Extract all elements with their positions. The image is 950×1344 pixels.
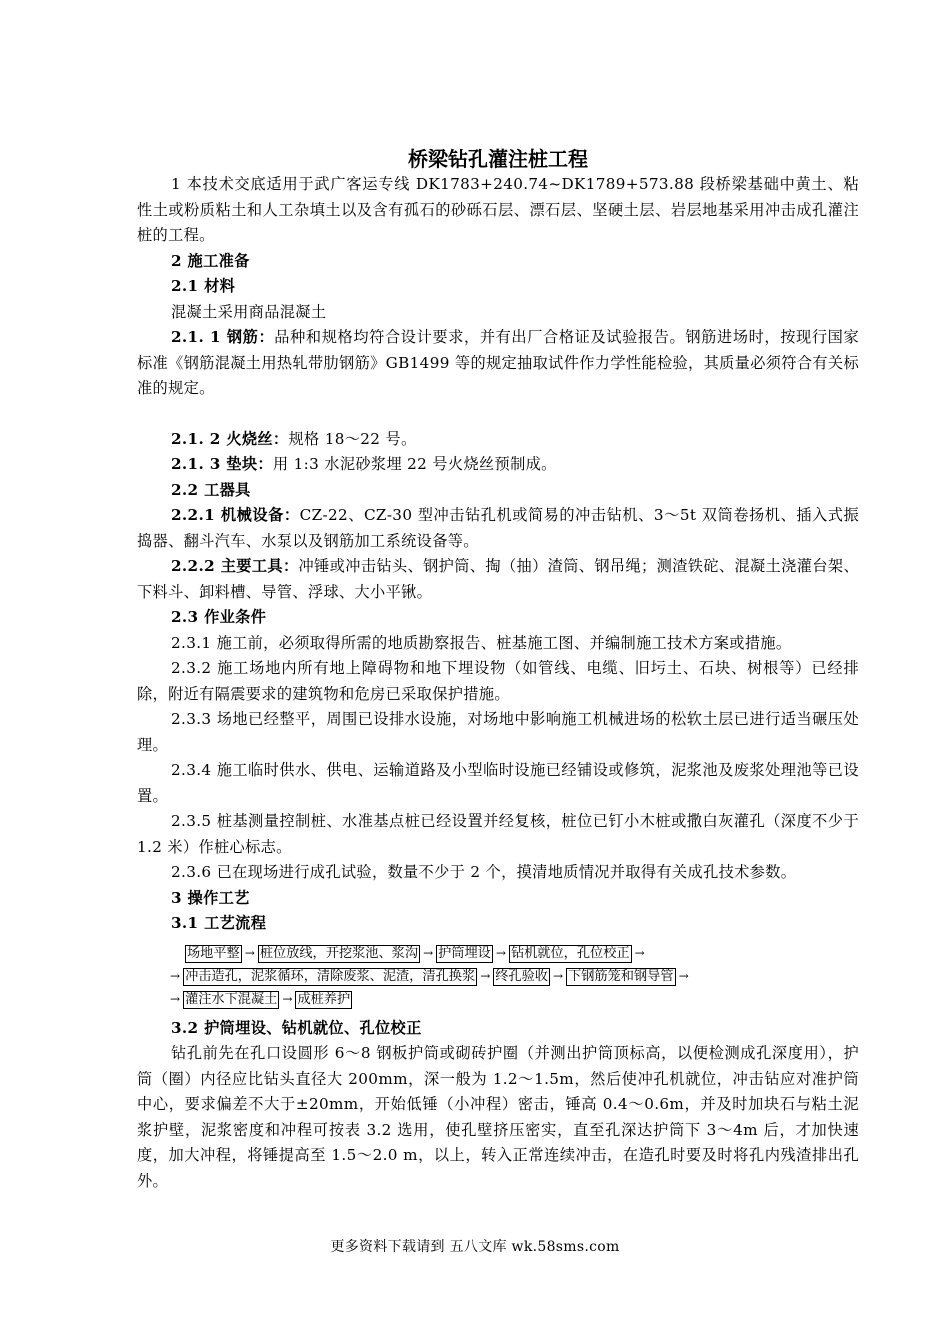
flow-step-pour-concrete: 灌注水下混凝土 [185,991,278,1007]
text-2-2-2: 冲锤或冲击钻头、钢护筒、掏（抽）渣筒、钢吊绳；测渣铁砣、混凝土浇灌台架、下料斗、卸料槽、导管、浮球、大小平锹。 [137,557,859,601]
label-2-2-1: 2.2.1 机械设备： [171,506,300,524]
paragraph-3-2: 钻孔前先在孔口设圆形 6～8 钢板护筒或砌砖护圈（并测出护筒顶标高，以便检测成孔深度用），护筒（圈）内径应比钻头直径大 200mm，深一般为 1.2～1.5m，然后使冲孔机就位，冲击钻应对准护筒中心，要求偏差不大于±20mm，开始低锤（小冲程）密击，锤高 0.4～0.6m，并及时加块石与粘土泥浆护壁，泥浆密度和冲程可按表 3.2 选用，使孔壁挤压密实，直至孔深达护筒下 3～4m 后，才加快速度，加大冲程，将锤提高至 1.5～2.0 m，以上，转入正常连续冲击，在造孔时要及时将孔内残渣排出孔外。 [137,1044,859,1190]
flow-step-site-leveling: 场地平整 [187,945,240,961]
label-2-1-1: 2.1. 1 钢筋： [171,328,275,346]
paragraph-2-1-1 [137,325,859,402]
heading-2-3: 2.3 作业条件 [171,608,267,626]
label-2-1-2: 2.1. 2 火烧丝： [171,429,289,448]
label-2-1-3: 2.1. 3 垫块： [171,455,273,473]
arrow-right-icon: → [634,945,645,960]
document-body [137,146,859,1194]
text-2-1-1: 品种和规格均符合设计要求，并有出厂合格证及试验报告。钢筋进场时，按现行国家标准《钢筋混凝土用热轧带肋钢筋》GB1499 等的规定抽取试件作力学性能检验，其质量必须符合有关标准的规定。 [137,328,859,397]
paragraph-2-1-3 [137,452,859,478]
arrow-right-icon: → [553,968,564,983]
paragraph-2-3-2: 2.3.2 施工场地内所有地上障碍物和地下埋设物（如管线、电缆、旧圬土、石块、树根等）已经排除，附近有隔震要求的建筑物和危房已采取保护措施。 [137,659,859,703]
paragraph-2-2-1 [137,503,859,554]
paragraph-2-3-4: 2.3.4 施工临时供水、供电、运输道路及小型临时设施已经铺设或修筑，泥浆池及废浆处理池等已设置。 [137,761,859,805]
text-2-1-2: 规格 18～22 号。 [288,429,417,448]
flow-step-final-inspection: 终孔验收 [495,968,548,984]
footer-download-note: 更多资料下载请到 五八文库 wk.58sms.com [330,1239,620,1255]
heading-3-1: 3.1 工艺流程 [171,914,267,932]
arrow-right-icon: → [495,945,506,960]
process-flowchart [137,937,859,1016]
paragraph-2-3-5: 2.3.5 桩基测量控制桩、水准基点桩已经设置并经复核，桩位已钉小木桩或撒白灰灌孔（深度不少于 1.2 米）作桩心标志。 [137,812,859,856]
heading-2-1: 2.1 材料 [171,277,236,295]
arrow-right-icon: → [678,968,689,983]
paragraph-2-2-2 [137,554,859,605]
flow-row-2 [137,966,859,989]
flow-step-drilling: 冲击造孔，泥浆循环，清除废浆、泥渣，清孔换浆 [185,968,476,984]
text-2-2-1: CZ-22、CZ-30 型冲击钻孔机或简易的冲击钻机、3～5t 双筒卷扬机、插入式振捣器、翻斗汽车、水泵以及钢筋加工系统设备等。 [137,506,859,550]
flow-step-curing: 成桩养护 [297,991,351,1007]
paragraph-scope: 1 本技术交底适用于武广客运专线 DK1783+240.74~DK1789+573.88 段桥梁基础中黄土、粘性土或粉质粘土和人工杂填土以及含有孤石的砂砾石层、漂石层、坚硬土层、岩层地基采用冲击成孔灌注桩的工程。 [137,175,859,244]
heading-2: 2 施工准备 [171,251,250,270]
heading-3: 3 操作工艺 [171,888,250,907]
flow-step-pile-layout: 桩位放线，开挖浆池、浆沟 [259,945,419,961]
arrow-right-icon: → [244,945,255,960]
heading-2-2: 2.2 工器具 [171,480,251,499]
spacer [137,402,859,427]
heading-3-2: 3.2 护筒埋设、钻机就位、孔位校正 [171,1018,422,1037]
paragraph-2-3-1: 2.3.1 施工前，必须取得所需的地质勘察报告、桩基施工图、并编制施工技术方案或措施。 [171,633,792,652]
arrow-right-icon: → [170,991,181,1006]
flow-step-rebar-cage: 下钢筋笼和钢导管 [568,968,674,984]
arrow-right-icon: → [423,945,434,960]
paragraph-2-3-6: 2.3.6 已在现场进行成孔试验，数量不少于 2 个，摸清地质情况并取得有关成孔技术参数。 [171,863,797,881]
arrow-right-icon: → [170,968,181,983]
text-2-1-3: 用 1:3 水泥砂浆埋 22 号火烧丝预制成。 [272,455,557,473]
flow-row-1 [137,943,859,966]
paragraph-2-3-3: 2.3.3 场地已经整平，周围已设排水设施，对场地中影响施工机械进场的松软土层已进行适当碾压处理。 [137,710,859,754]
arrow-right-icon: → [480,968,491,983]
arrow-right-icon: → [282,991,293,1006]
paragraph-2-1-2 [137,427,859,453]
document-title: 桥梁钻孔灌注桩工程 [408,147,588,171]
paragraph-concrete: 混凝土采用商品混凝土 [171,302,327,321]
flow-step-rig-positioning: 钻机就位，孔位校正 [510,945,630,961]
flow-step-casing: 护筒埋设 [438,945,491,961]
label-2-2-2: 2.2.2 主要工具： [171,557,299,575]
flow-row-3 [137,989,859,1012]
